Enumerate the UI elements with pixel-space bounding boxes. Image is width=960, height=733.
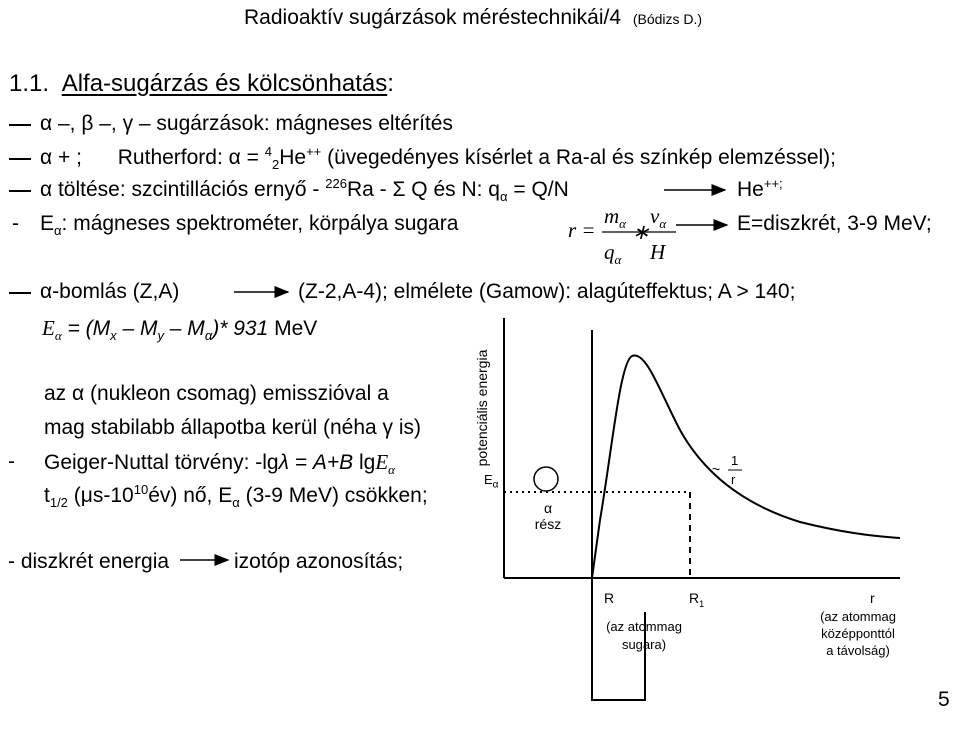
text-line-5a: α-bomlás (Z,A): [40, 280, 180, 303]
alpha-symbol: α: [543, 500, 553, 516]
q-symbol: q: [604, 240, 615, 264]
formula-r: r =: [568, 218, 596, 242]
charge: ++: [306, 144, 322, 159]
helium-symbol: He: [279, 146, 307, 169]
alpha-particle-icon: [534, 467, 558, 491]
rutherford-label: Rutherford: α =: [117, 146, 259, 169]
mass-y: – M: [122, 317, 158, 340]
rutherford-note: (üvegedényes kísérlet a Ra-al és színkép elemzéssel);: [327, 146, 836, 169]
e-alpha-sub: α: [492, 479, 499, 491]
alpha-plus: α + ;: [40, 146, 82, 169]
r1-sub: 1: [699, 598, 705, 609]
geiger-nuttal: Geiger-Nuttal törvény: -lg: [44, 451, 279, 474]
he-charge: ++;: [763, 176, 783, 191]
text-line-7: az α (nukleon csomag) emisszióval a: [44, 382, 389, 405]
formula-star: ∗: [632, 220, 650, 244]
r-radius-note: [596, 618, 692, 654]
text-line-1: α –, β –, γ – sugárzások: mágneses eltérítés: [40, 112, 453, 135]
lg-E-sub: α: [388, 462, 395, 478]
r1-text: R: [689, 590, 700, 606]
header-title: Radioaktív sugárzások méréstechnikái/4: [244, 6, 622, 29]
time-exp: 10: [133, 482, 149, 497]
q-subscript: α: [614, 252, 622, 268]
text-line-5b: (Z-2,A-4); elmélete (Gamow): alagúteffektus; A > 140;: [298, 280, 796, 303]
energy-discrete: E=diszkrét, 3-9 MeV;: [737, 212, 932, 235]
lambda-formula: λ = A+B: [278, 451, 354, 474]
dash-line-4: -: [12, 212, 19, 235]
text-line-8: mag stabilabb állapotba kerül (néha γ is): [44, 416, 422, 439]
atomic-number: 2: [271, 157, 280, 173]
r-note-line-1: (az atommag: [606, 619, 682, 634]
energy-E-sub: α: [54, 328, 62, 344]
m-symbol: m: [604, 204, 620, 228]
he-symbol: He: [737, 178, 764, 201]
y-sub: y: [157, 328, 164, 344]
e-alpha-sub: α: [232, 495, 240, 511]
label-r: r: [870, 590, 875, 606]
m-subscript: α: [619, 216, 626, 232]
radium-text: Ra - Σ Q és N: q: [346, 178, 500, 201]
section-number: 1.1.: [9, 70, 50, 97]
spectrometer-text: : mágneses spektrométer, körpálya sugara: [61, 212, 459, 235]
alpha-particle-label: [533, 500, 563, 532]
q-subscript: α: [500, 189, 508, 205]
q-formula: = Q/N: [513, 178, 569, 201]
mass-alpha: – M: [169, 317, 205, 340]
charge-text: α töltése: szcintillációs ernyő -: [40, 178, 320, 201]
dash-line-9: -: [8, 450, 15, 473]
section-title: Alfa-sugárzás és kölcsönhatás: [61, 70, 388, 97]
alpha-sub: α: [204, 328, 213, 344]
mass-open: = (M: [67, 317, 111, 340]
lg-label: lg: [358, 451, 376, 474]
header-author: (Bódizs D.): [632, 11, 703, 27]
time-range: (μs-10: [73, 484, 134, 507]
prop-denominator: r: [731, 472, 736, 487]
dist-note-line-1: (az atommag: [820, 609, 896, 624]
dist-note-line-3: a távolság): [826, 643, 890, 658]
coulomb-barrier-curve: [592, 355, 900, 578]
text-line-11a: - diszkrét energia: [8, 550, 170, 573]
particle-text: rész: [534, 516, 562, 532]
prop-tilde: ~: [712, 461, 721, 477]
formula-H: H: [650, 240, 666, 264]
x-sub: x: [110, 328, 117, 344]
mass-close: )* 931: [212, 317, 269, 340]
energy-E: E: [42, 316, 55, 340]
half-life: t: [44, 484, 50, 507]
e-alpha-label: [484, 472, 499, 491]
v-subscript: α: [659, 216, 667, 232]
r-note-line-2: sugara): [621, 637, 667, 652]
distance-note: [808, 608, 908, 659]
half-life-sub: 1/2: [49, 495, 68, 511]
mass-number: 4: [264, 144, 272, 159]
v-symbol: v: [650, 204, 660, 228]
lg-E: E: [375, 450, 389, 474]
dist-note-line-2: középponttól: [821, 626, 895, 641]
energy-subscript: α: [54, 223, 62, 239]
e-alpha-text: E: [484, 472, 493, 487]
radium-mass: 226: [325, 176, 347, 191]
text-line-11b: izotóp azonosítás;: [234, 550, 404, 573]
label-R1: [689, 590, 705, 609]
grows-text: év) nő, E: [148, 484, 233, 507]
prop-numerator: 1: [731, 453, 739, 468]
energy-symbol: E: [40, 212, 55, 235]
y-axis-label: potenciális energia: [474, 349, 490, 467]
decreases-text: (3-9 MeV) csökken;: [245, 484, 428, 507]
label-R: R: [604, 590, 615, 606]
section-colon: :: [387, 70, 394, 97]
page-number: 5: [938, 688, 950, 711]
mev-unit: MeV: [274, 317, 318, 340]
